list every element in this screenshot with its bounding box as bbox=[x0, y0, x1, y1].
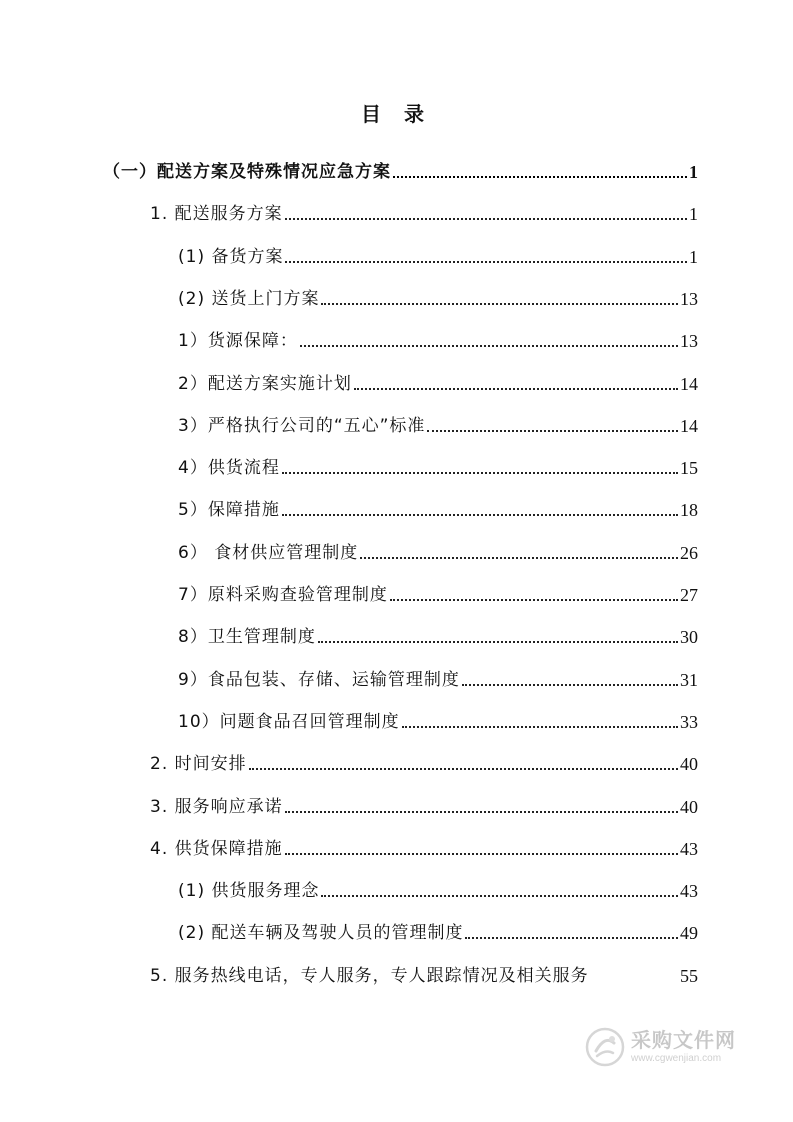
toc-page-number: 18 bbox=[680, 500, 698, 521]
toc-dot-leader bbox=[249, 768, 678, 770]
toc-entry[interactable] bbox=[178, 916, 698, 944]
toc-dot-leader bbox=[462, 684, 678, 686]
toc-entry-label: 2. 时间安排 bbox=[150, 754, 247, 775]
toc-page-number: 40 bbox=[680, 796, 698, 817]
toc-entry[interactable] bbox=[178, 578, 698, 606]
toc-entry-label: 3）严格执行公司的“五心”标准 bbox=[178, 415, 426, 436]
watermark-url: www.cgwenjian.com bbox=[631, 1053, 722, 1064]
toc-entry[interactable] bbox=[178, 620, 698, 648]
toc-page-number: 14 bbox=[680, 415, 698, 436]
toc-entry[interactable] bbox=[178, 493, 698, 521]
watermark-name: 采购文件网 bbox=[631, 1028, 736, 1052]
toc-page-number: 14 bbox=[680, 373, 698, 394]
toc-entry[interactable] bbox=[178, 451, 698, 479]
toc-page-number: 55 bbox=[680, 965, 698, 986]
toc-entry[interactable] bbox=[150, 197, 698, 225]
toc-entry-label: 1. 配送服务方案 bbox=[150, 204, 283, 225]
toc-dot-leader bbox=[285, 261, 687, 263]
toc-entry[interactable] bbox=[178, 663, 698, 691]
toc-page-number: 26 bbox=[680, 542, 698, 563]
toc-entry-label: 3. 服务响应承诺 bbox=[150, 796, 283, 817]
toc-page-number: 13 bbox=[680, 331, 698, 352]
toc-entry[interactable] bbox=[103, 155, 698, 183]
toc-entry[interactable] bbox=[178, 240, 698, 268]
toc-page-number: 30 bbox=[680, 627, 698, 648]
toc-entry[interactable] bbox=[150, 832, 698, 860]
toc-entry[interactable] bbox=[178, 282, 698, 310]
toc-page-number: 43 bbox=[680, 838, 698, 859]
toc-entry[interactable] bbox=[178, 536, 698, 564]
toc-entry-label: 6） 食材供应管理制度 bbox=[178, 542, 359, 563]
toc-entry-label: 10）问题食品召回管理制度 bbox=[178, 711, 400, 732]
toc-dot-leader bbox=[402, 726, 678, 728]
toc-entry[interactable] bbox=[178, 874, 698, 902]
watermark bbox=[585, 1022, 745, 1072]
toc-page-number: 27 bbox=[680, 585, 698, 605]
toc-dot-leader bbox=[285, 218, 687, 220]
page-title: 目 录 bbox=[361, 102, 432, 126]
toc-dot-leader bbox=[321, 895, 678, 897]
toc-page-number: 40 bbox=[680, 754, 698, 775]
toc-dot-leader bbox=[321, 303, 678, 305]
toc-dot-leader bbox=[285, 811, 678, 813]
toc-entry-label: 1）货源保障： bbox=[178, 331, 298, 352]
toc-dot-leader bbox=[318, 641, 678, 643]
toc-entry-label: (2) 送货上门方案 bbox=[178, 288, 320, 309]
toc-entry-label: (1) 备货方案 bbox=[178, 246, 284, 267]
toc-page-number: 1 bbox=[689, 246, 698, 267]
toc-dot-leader bbox=[300, 345, 678, 347]
toc-dot-leader bbox=[390, 599, 678, 601]
toc-entry-label: (2) 配送车辆及驾驶人员的管理制度 bbox=[178, 923, 464, 944]
toc-entry-label: 2）配送方案实施计划 bbox=[178, 373, 352, 394]
toc-page-number: 15 bbox=[680, 458, 698, 479]
toc-dot-leader bbox=[427, 430, 678, 432]
toc-dot-leader bbox=[282, 514, 678, 516]
toc-entry-label: (1) 供货服务理念 bbox=[178, 881, 320, 902]
toc-entry[interactable] bbox=[178, 409, 698, 437]
toc-page-number: 49 bbox=[680, 923, 698, 944]
toc-dot-leader bbox=[393, 176, 687, 178]
toc-page-number: 1 bbox=[689, 162, 698, 182]
toc-entry[interactable] bbox=[150, 790, 698, 818]
toc-entry[interactable] bbox=[178, 324, 698, 352]
toc-entry-label: （一）配送方案及特殊情况应急方案 bbox=[103, 162, 391, 182]
toc-dot-leader bbox=[465, 937, 678, 939]
cgwenjian-logo-icon bbox=[585, 1027, 625, 1067]
toc-dot-leader bbox=[354, 388, 678, 390]
toc-entry[interactable] bbox=[150, 747, 698, 775]
toc-page-number: 13 bbox=[680, 288, 698, 309]
toc-entry[interactable] bbox=[178, 705, 698, 733]
toc-entry-label: 5）保障措施 bbox=[178, 500, 280, 521]
toc-entry-label: 4）供货流程 bbox=[178, 458, 280, 479]
toc-entry-label: 4. 供货保障措施 bbox=[150, 838, 283, 859]
toc-entry[interactable] bbox=[178, 367, 698, 395]
toc-dot-leader bbox=[285, 853, 678, 855]
toc-page-number: 43 bbox=[680, 881, 698, 902]
toc-entry-label: 9）食品包装、存储、运输管理制度 bbox=[178, 669, 460, 690]
toc-entry-label: 7）原料采购查验管理制度 bbox=[178, 585, 388, 605]
toc-dot-leader bbox=[360, 557, 678, 559]
toc-dot-leader bbox=[282, 472, 678, 474]
toc-entry[interactable] bbox=[150, 959, 698, 987]
toc-page-number: 31 bbox=[680, 669, 698, 690]
toc-page-number: 33 bbox=[680, 711, 698, 732]
toc-entry-label: 8）卫生管理制度 bbox=[178, 627, 316, 648]
toc-page-number: 1 bbox=[689, 204, 698, 225]
toc-entry-label: 5. 服务热线电话，专人服务，专人跟踪情况及相关服务 bbox=[150, 965, 589, 986]
